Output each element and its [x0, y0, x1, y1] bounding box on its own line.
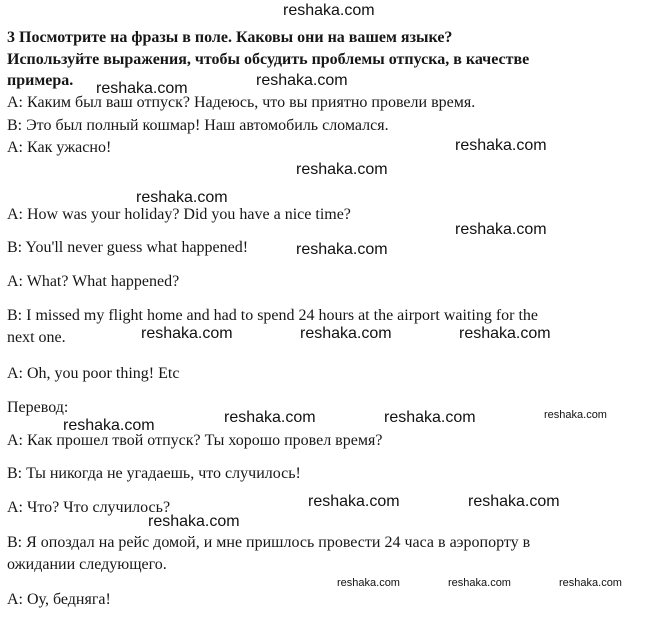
- watermark: reshaka.com: [141, 325, 233, 342]
- watermark: reshaka.com: [256, 72, 348, 89]
- dialogue-en-line-5: A: Oh, you poor thing! Etc: [7, 365, 180, 382]
- task-heading-line-2: Используйте выражения, чтобы обсудить проблемы отпуска, в качестве: [7, 51, 530, 68]
- watermark: reshaka.com: [308, 493, 400, 510]
- watermark: reshaka.com: [455, 137, 547, 154]
- watermark: reshaka.com: [224, 409, 316, 426]
- dialogue-en-line-2: B: You'll never guess what happened!: [7, 239, 249, 256]
- watermark: reshaka.com: [544, 409, 607, 421]
- task-heading-line-1: 3 Посмотрите на фразы в поле. Каковы они на вашем языке?: [7, 29, 453, 46]
- watermark: reshaka.com: [296, 241, 388, 258]
- dialogue-en-line-4a: B: I missed my flight home and had to spend 24 hours at the airport waiting for the: [7, 307, 539, 324]
- watermark-top: reshaka.com: [283, 2, 375, 19]
- dialogue-en-line-1: A: How was your holiday? Did you have a nice time?: [7, 206, 351, 223]
- watermark: reshaka.com: [136, 189, 228, 206]
- dialogue-en-line-4b: next one.: [7, 329, 66, 346]
- translation-line-1: А: Как прошел твой отпуск? Ты хорошо провел время?: [7, 432, 383, 449]
- dialogue-en-line-3: A: What? What happened?: [7, 273, 180, 290]
- watermark: reshaka.com: [148, 513, 240, 530]
- translation-label: Перевод:: [7, 399, 69, 416]
- translation-line-2: В: Ты никогда не угадаешь, что случилось!: [7, 465, 301, 482]
- example-line-1: А: Каким был ваш отпуск? Надеюсь, что вы приятно провели время.: [7, 94, 476, 111]
- watermark: reshaka.com: [296, 161, 388, 178]
- translation-line-4a: В: Я опоздал на рейс домой, и мне пришлось провести 24 часа в аэропорту в: [7, 534, 531, 551]
- task-heading-line-3: примера.: [7, 72, 74, 89]
- watermark: reshaka.com: [468, 493, 560, 510]
- watermark: reshaka.com: [63, 417, 155, 434]
- watermark: reshaka.com: [448, 577, 511, 589]
- watermark: reshaka.com: [455, 221, 547, 238]
- watermark: reshaka.com: [459, 325, 551, 342]
- example-line-2: В: Это был полный кошмар! Наш автомобиль сломался.: [7, 117, 389, 134]
- translation-line-5: А: Оу, бедняга!: [7, 591, 111, 608]
- example-line-3: А: Как ужасно!: [7, 139, 112, 156]
- translation-line-4b: ожидании следующего.: [7, 556, 167, 573]
- watermark: reshaka.com: [96, 80, 188, 97]
- watermark: reshaka.com: [559, 577, 622, 589]
- translation-line-3: А: Что? Что случилось?: [7, 499, 171, 516]
- watermark: reshaka.com: [337, 577, 400, 589]
- watermark: reshaka.com: [384, 409, 476, 426]
- watermark: reshaka.com: [300, 325, 392, 342]
